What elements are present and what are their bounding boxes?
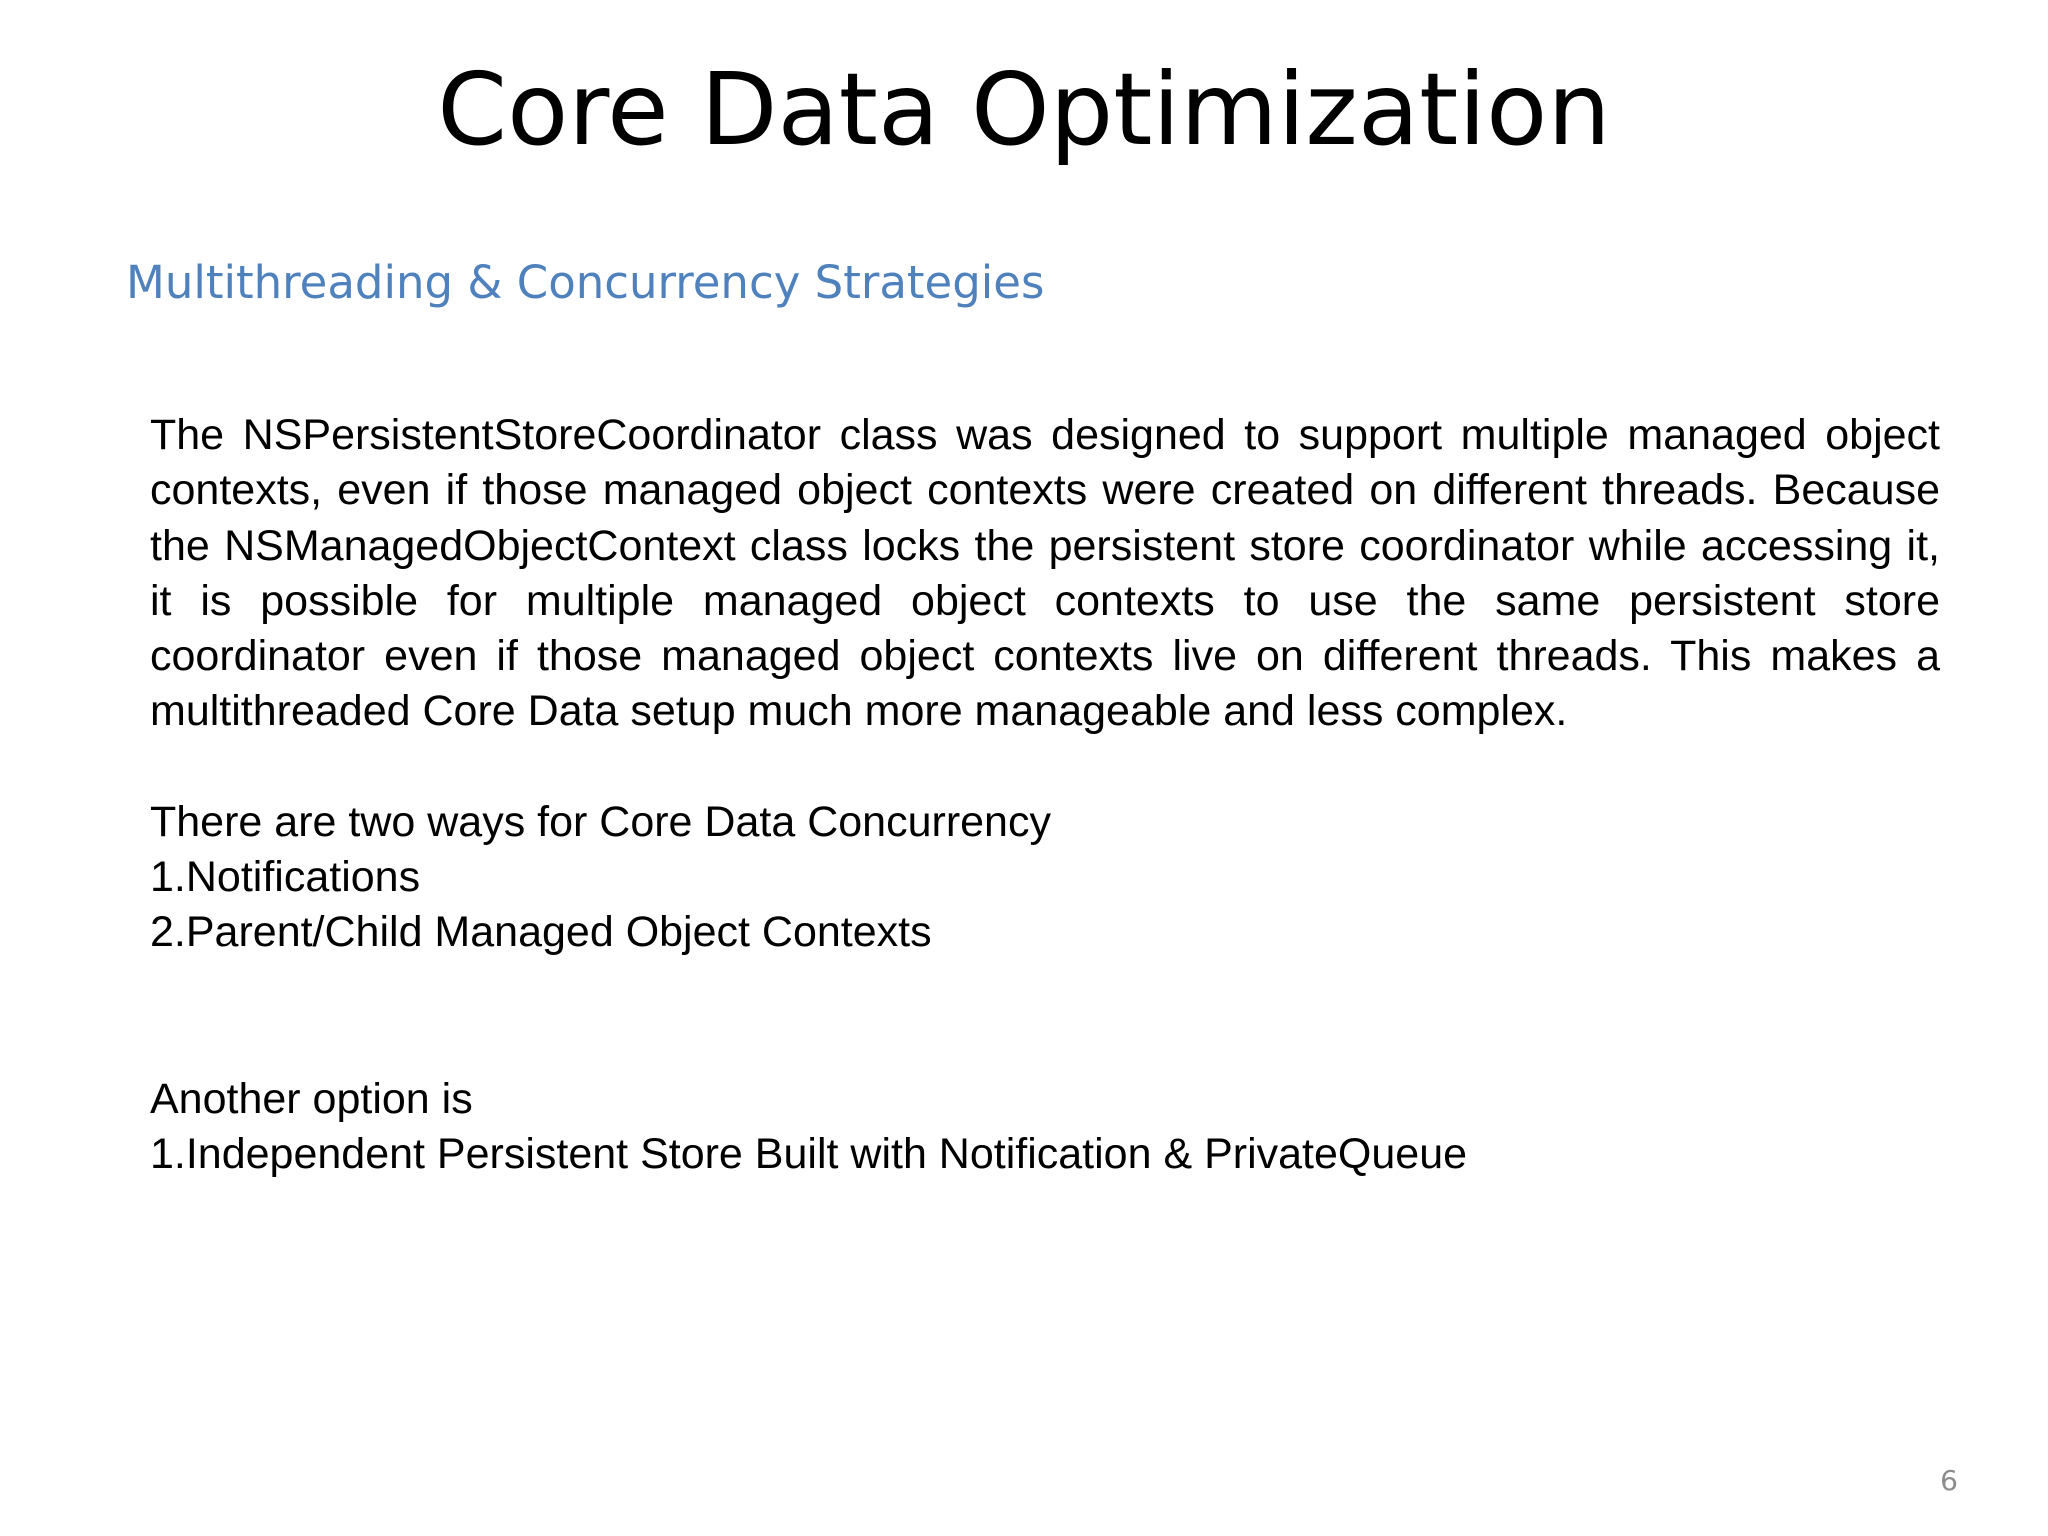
body-paragraph: The NSPersistentStoreCoordinator class was designed to support multiple managed object contexts, even if those managed object contexts were created on different threads. Because the NSManagedObjectContext class locks the persistent store coordinator while accessing it, it is possible for multiple managed object contexts to use the same persistent store coordinator even if those managed object contexts live on different threads. This makes a multithreaded Core Data setup much more manageable and less complex. [150,411,1940,736]
spacer [150,961,1940,1072]
list-item-independent-store: 1.Independent Persistent Store Built with Notification & PrivateQueue [150,1129,1468,1178]
list-item-parent-child-contexts: 2.Parent/Child Managed Object Contexts [150,908,932,957]
slide-subtitle: Multithreading & Concurrency Strategies [126,256,1045,309]
spacer [150,740,1940,795]
slide-body [150,408,1940,1182]
page-number: 6 [1940,1464,1958,1497]
slide-title: Core Data Optimization [437,51,1611,168]
option-intro: Another option is [150,1074,473,1123]
list-item-notifications: 1.Notifications [150,853,421,902]
ways-intro: There are two ways for Core Data Concurrency [150,797,1051,846]
